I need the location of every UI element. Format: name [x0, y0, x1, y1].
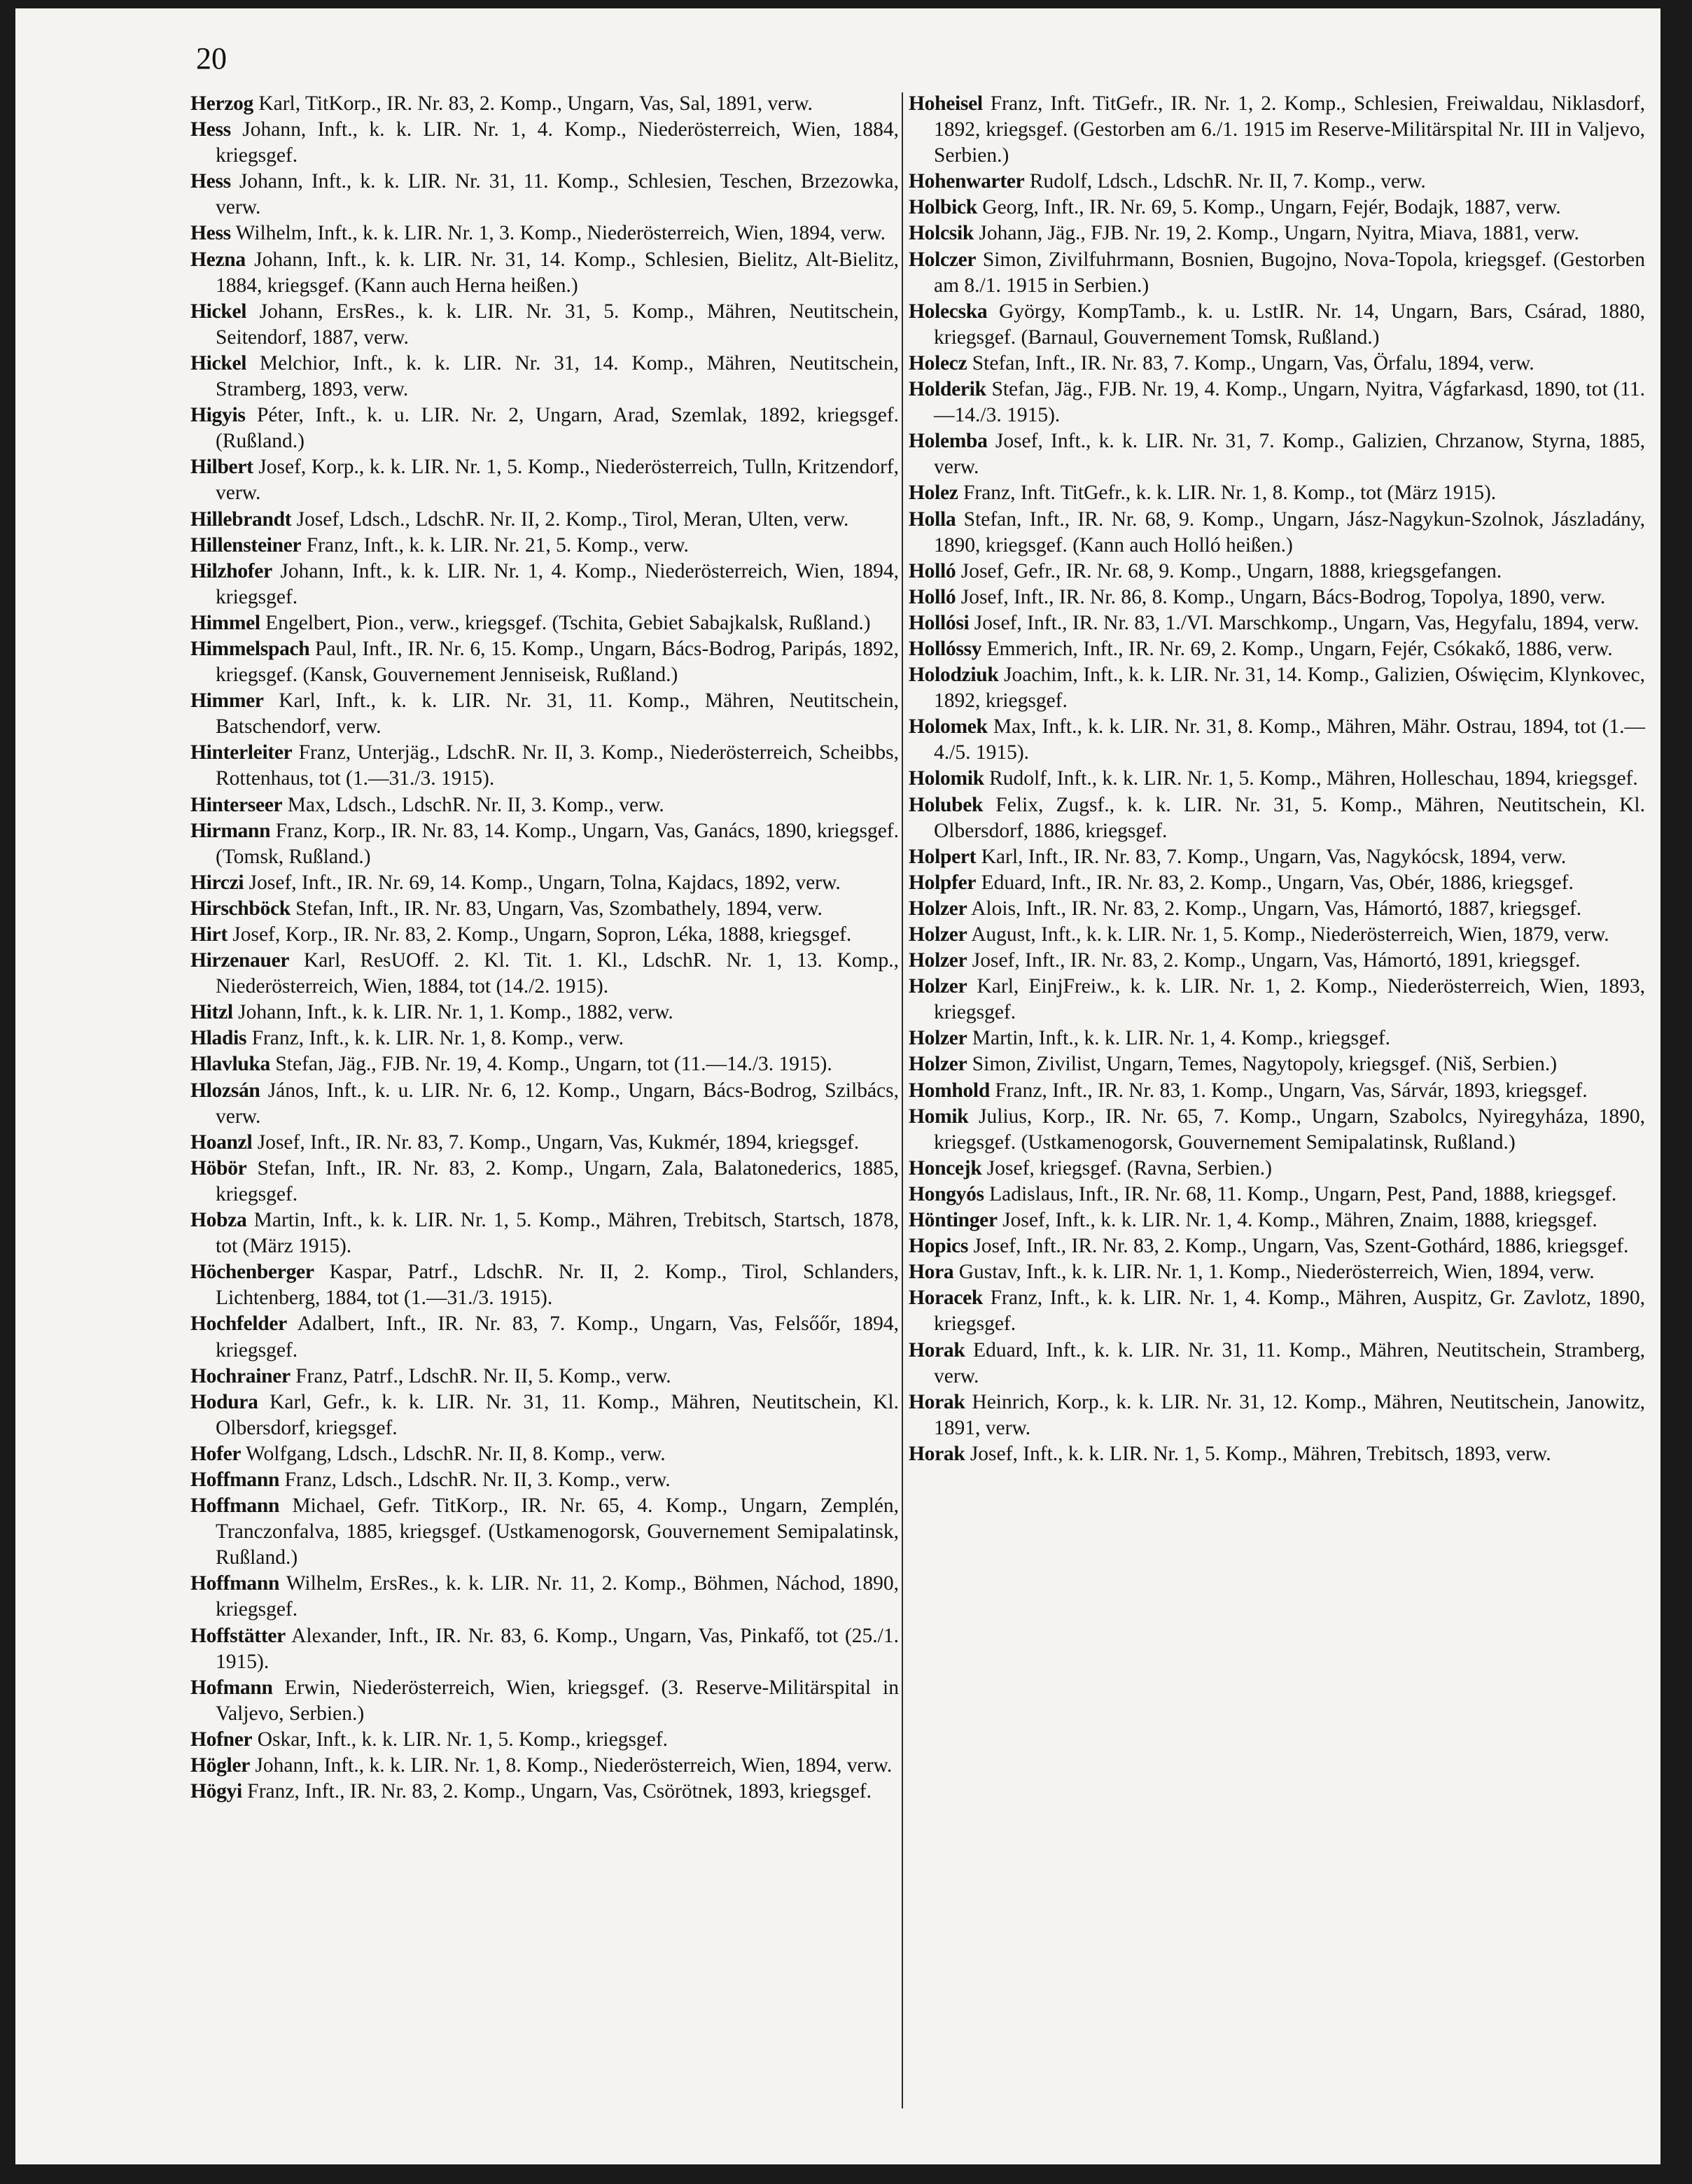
entry-details: Josef, Korp., IR. Nr. 83, 2. Komp., Ungarn, Sopron, Léka, 1888, kriegsgef.	[227, 923, 852, 946]
entry-surname: Holpfer	[909, 871, 977, 894]
entry-surname: Hilbert	[190, 456, 253, 479]
entry-details: Oskar, Inft., k. k. LIR. Nr. 1, 5. Komp., kriegsgef.	[252, 1728, 668, 1751]
entry-surname: Hess	[190, 170, 231, 193]
entry-surname: Hohenwarter	[909, 170, 1025, 193]
list-entry	[909, 480, 1645, 506]
entry-surname: Hoffmann	[190, 1572, 280, 1595]
entry-surname: Horak	[909, 1338, 965, 1362]
entry-surname: Horak	[909, 1390, 965, 1413]
entry-surname: Hobza	[190, 1209, 247, 1232]
entry-details: Stefan, Jäg., FJB. Nr. 19, 4. Komp., Ungarn, tot (11.—14./3. 1915).	[270, 1053, 832, 1076]
entry-surname: Hollósi	[909, 611, 970, 634]
entry-surname: Hirt	[190, 923, 228, 946]
list-entry	[190, 559, 899, 610]
entry-surname: Holemba	[909, 430, 988, 453]
entry-surname: Holzer	[909, 1053, 967, 1076]
entry-details: Franz, Ldsch., LdschR. Nr. II, 3. Komp., verw.	[279, 1468, 671, 1491]
entry-details: Josef, Inft., k. k. LIR. Nr. 31, 7. Komp., Galizien, Chrzanow, Styrna, 1885, verw.	[934, 430, 1645, 479]
list-entry	[190, 507, 899, 533]
list-entry	[909, 1051, 1645, 1077]
list-entry	[190, 688, 899, 740]
list-entry	[909, 584, 1645, 610]
entry-details: Johann, Inft., k. k. LIR. Nr. 1, 1. Komp., 1882, verw.	[232, 1001, 673, 1024]
entry-surname: Herzog	[190, 92, 253, 115]
entry-surname: Holez	[909, 482, 958, 505]
list-entry	[909, 377, 1645, 428]
entry-details: Franz, Inft., k. k. LIR. Nr. 21, 5. Komp., verw.	[301, 533, 689, 556]
entry-details: Josef, Inft., k. k. LIR. Nr. 1, 5. Komp., Mähren, Trebitsch, 1893, verw.	[965, 1442, 1551, 1465]
list-entry	[190, 922, 899, 948]
list-entry	[909, 299, 1645, 351]
list-entry	[190, 247, 899, 299]
entry-surname: Holló	[909, 559, 956, 582]
entry-details: Josef, kriegsgef. (Ravna, Serbien.)	[981, 1156, 1272, 1180]
page-number: 20	[196, 41, 227, 76]
entry-surname: Holecz	[909, 351, 967, 374]
entry-surname: Higyis	[190, 404, 246, 427]
entry-details: Johann, Inft., k. k. LIR. Nr. 1, 4. Komp., Niederösterreich, Wien, 1884, kriegsgef.	[216, 118, 899, 167]
entry-surname: Holzer	[909, 949, 967, 972]
entry-details: Engelbert, Pion., verw., kriegsgef. (Tschita, Gebiet Sabajkalsk, Rußland.)	[260, 611, 871, 634]
entry-surname: Himmelspach	[190, 637, 310, 660]
entry-surname: Hess	[190, 118, 231, 141]
entry-surname: Hilzhofer	[190, 559, 272, 582]
entry-surname: Hezna	[190, 248, 246, 271]
entry-surname: Holecska	[909, 300, 988, 323]
list-entry	[190, 1675, 899, 1727]
entry-details: Eduard, Inft., IR. Nr. 83, 2. Komp., Ungarn, Vas, Obér, 1886, kriegsgef.	[976, 871, 1574, 894]
list-entry	[909, 1259, 1645, 1285]
entry-surname: Holzer	[909, 975, 967, 998]
list-entry	[190, 1571, 899, 1623]
entry-details: Stefan, Inft., IR. Nr. 83, 2. Komp., Ungarn, Zala, Balatonederics, 1885, kriegsgef.	[216, 1156, 899, 1205]
list-entry	[909, 870, 1645, 896]
entry-surname: Himmer	[190, 690, 264, 713]
list-entry	[190, 948, 899, 1000]
entry-details: Erwin, Niederösterreich, Wien, kriegsgef. (3. Reserve-Militärspital in Valjevo, Serbien.)	[216, 1676, 899, 1725]
entry-surname: Hongyós	[909, 1182, 984, 1205]
entry-details: Franz, Inft., k. k. LIR. Nr. 1, 4. Komp., Mähren, Auspitz, Gr. Zavlotz, 1890, kriegsgef.	[934, 1287, 1645, 1336]
entry-details: Heinrich, Korp., k. k. LIR. Nr. 31, 12. Komp., Mähren, Neutitschein, Janowitz, 1891, verw.	[934, 1390, 1645, 1439]
entry-details: Josef, Korp., k. k. LIR. Nr. 1, 5. Komp., Niederösterreich, Tulln, Kritzendorf, verw.	[216, 456, 899, 505]
list-entry	[909, 1078, 1645, 1104]
entry-details: János, Inft., k. u. LIR. Nr. 6, 12. Komp., Ungarn, Bács-Bodrog, Szilbács, verw.	[216, 1079, 899, 1128]
entry-surname: Hirzenauer	[190, 949, 290, 972]
list-entry	[190, 740, 899, 792]
entry-surname: Horak	[909, 1442, 965, 1465]
entry-details: Simon, Zivilist, Ungarn, Temes, Nagytopoly, kriegsgef. (Niš, Serbien.)	[967, 1053, 1558, 1076]
entry-details: Johann, Inft., k. k. LIR. Nr. 31, 11. Komp., Schlesien, Teschen, Brzezowka, verw.	[216, 170, 899, 219]
entry-surname: Höchenberger	[190, 1261, 314, 1284]
list-entry	[909, 247, 1645, 299]
entry-details: Eduard, Inft., k. k. LIR. Nr. 31, 11. Komp., Mähren, Neutitschein, Stramberg, verw.	[934, 1338, 1645, 1387]
entry-details: Franz, Inft., IR. Nr. 83, 1. Komp., Ungarn, Vas, Sárvár, 1893, kriegsgef.	[989, 1079, 1588, 1102]
entry-details: Alois, Inft., IR. Nr. 83, 2. Komp., Ungarn, Vas, Hámortó, 1887, kriegsgef.	[967, 897, 1582, 920]
entry-details: Wilhelm, ErsRes., k. k. LIR. Nr. 11, 2. Komp., Böhmen, Náchod, 1890, kriegsgef.	[216, 1572, 899, 1621]
entry-surname: Hess	[190, 222, 231, 245]
list-entry	[190, 636, 899, 688]
entry-details: Stefan, Jäg., FJB. Nr. 19, 4. Komp., Ungarn, Nyitra, Vágfarkasd, 1890, tot (11.—14./3. 1915).	[934, 378, 1645, 427]
list-entry	[909, 559, 1645, 584]
list-entry	[909, 610, 1645, 636]
entry-details: Emmerich, Inft., IR. Nr. 69, 2. Komp., Ungarn, Fejér, Csókakő, 1886, verw.	[981, 637, 1613, 660]
entry-surname: Höntinger	[909, 1209, 998, 1232]
list-entry	[190, 1311, 899, 1363]
entry-details: Karl, Inft., IR. Nr. 83, 7. Komp., Ungarn, Vas, Nagykócsk, 1894, verw.	[976, 845, 1567, 868]
entry-details: Franz, Inft., IR. Nr. 83, 2. Komp., Ungarn, Vas, Csörötnek, 1893, kriegsgef.	[242, 1780, 872, 1803]
entry-details: Alexander, Inft., IR. Nr. 83, 6. Komp., Ungarn, Vas, Pinkafő, tot (25./1. 1915).	[216, 1624, 899, 1673]
left-column	[190, 91, 899, 1805]
list-entry	[190, 1130, 899, 1156]
entry-surname: Högyi	[190, 1780, 242, 1803]
entry-details: Wilhelm, Inft., k. k. LIR. Nr. 1, 3. Komp., Niederösterreich, Wien, 1894, verw.	[230, 222, 886, 245]
entry-surname: Hora	[909, 1261, 954, 1284]
entry-surname: Hochfelder	[190, 1312, 287, 1336]
entry-details: Gustav, Inft., k. k. LIR. Nr. 1, 1. Komp., Niederösterreich, Wien, 1894, verw.	[953, 1261, 1595, 1284]
entry-surname: Hirschböck	[190, 897, 291, 920]
entry-details: Joachim, Inft., k. k. LIR. Nr. 31, 14. Komp., Galizien, Oświęcim, Klynkovec, 1892, kriegsgef.	[934, 664, 1645, 713]
entry-details: Josef, Inft., IR. Nr. 69, 14. Komp., Ungarn, Tolna, Kajdacs, 1892, verw.	[244, 871, 841, 894]
entry-details: Franz, Inft., k. k. LIR. Nr. 1, 8. Komp., verw.	[246, 1027, 624, 1050]
entry-details: Franz, Unterjäg., LdschR. Nr. II, 3. Komp., Niederösterreich, Scheibbs, Rottenhaus, tot (1.—31./3. 1915).	[216, 741, 899, 790]
entry-details: Martin, Inft., k. k. LIR. Nr. 1, 5. Komp., Mähren, Trebitsch, Startsch, 1878, tot (März 1915).	[216, 1209, 899, 1258]
list-entry	[909, 428, 1645, 480]
entry-surname: Honcejk	[909, 1156, 982, 1180]
entry-surname: Holczer	[909, 248, 977, 271]
entry-details: Karl, Gefr., k. k. LIR. Nr. 31, 11. Komp., Mähren, Neutitschein, Kl. Olbersdorf, kriegsgef.	[216, 1390, 899, 1439]
entry-surname: Hillensteiner	[190, 533, 302, 556]
entry-details: Josef, Inft., IR. Nr. 86, 8. Komp., Ungarn, Bács-Bodrog, Topolya, 1890, verw.	[956, 585, 1606, 608]
entry-details: Josef, Inft., IR. Nr. 83, 7. Komp., Ungarn, Vas, Kukmér, 1894, kriegsgef.	[252, 1130, 860, 1154]
list-entry	[190, 1156, 899, 1208]
list-entry	[190, 1727, 899, 1753]
list-entry	[190, 1441, 899, 1467]
entry-surname: Holodziuk	[909, 664, 999, 687]
entry-surname: Hladis	[190, 1027, 247, 1050]
entry-details: Max, Ldsch., LdschR. Nr. II, 3. Komp., verw.	[282, 793, 664, 816]
entry-surname: Horacek	[909, 1287, 984, 1310]
list-entry	[909, 1208, 1645, 1233]
list-entry	[909, 91, 1645, 169]
entry-details: Kaspar, Patrf., LdschR. Nr. II, 2. Komp., Tirol, Schlanders, Lichtenberg, 1884, tot (1.—31./3. 1915).	[216, 1261, 899, 1310]
entry-surname: Höbör	[190, 1156, 247, 1180]
list-entry	[909, 1182, 1645, 1208]
entry-surname: Hofer	[190, 1442, 242, 1465]
list-entry	[909, 714, 1645, 766]
entry-details: Johann, ErsRes., k. k. LIR. Nr. 31, 5. Komp., Mähren, Neutitschein, Seitendorf, 1887, verw.	[216, 300, 899, 349]
entry-surname: Holubek	[909, 793, 984, 816]
entry-details: Karl, EinjFreiw., k. k. LIR. Nr. 1, 2. Komp., Niederösterreich, Wien, 1893, kriegsgef.	[934, 975, 1645, 1024]
entry-surname: Hickel	[190, 300, 247, 323]
entry-surname: Högler	[190, 1754, 251, 1777]
entry-details: Martin, Inft., k. k. LIR. Nr. 1, 4. Komp., kriegsgef.	[967, 1027, 1391, 1050]
entry-details: Péter, Inft., k. u. LIR. Nr. 2, Ungarn, Arad, Szemlak, 1892, kriegsgef. (Rußland.)	[216, 404, 899, 453]
list-entry	[190, 1467, 899, 1493]
list-entry	[190, 1779, 899, 1805]
entry-details: Josef, Inft., IR. Nr. 83, 2. Komp., Ungarn, Vas, Hámortó, 1891, kriegsgef.	[967, 949, 1581, 972]
entry-details: Johann, Inft., k. k. LIR. Nr. 31, 14. Komp., Schlesien, Bielitz, Alt-Bielitz, 1884, kriegsgef. (Kann auch Herna heißen.)	[216, 248, 899, 297]
entry-details: Stefan, Inft., IR. Nr. 68, 9. Komp., Ungarn, Jász-Nagykun-Szolnok, Jászladány, 1890, kriegsgef. (Kann auch Holló heißen.)	[934, 507, 1645, 556]
list-entry	[909, 1156, 1645, 1182]
list-entry	[909, 1338, 1645, 1390]
entry-details: Josef, Inft., IR. Nr. 83, 2. Komp., Ungarn, Vas, Szent-Gothárd, 1886, kriegsgef.	[968, 1235, 1629, 1258]
entry-surname: Hochrainer	[190, 1364, 291, 1387]
list-entry	[190, 792, 899, 818]
list-entry	[190, 610, 899, 636]
entry-details: Stefan, Inft., IR. Nr. 83, Ungarn, Vas, Szombathely, 1894, verw.	[290, 897, 823, 920]
list-entry	[909, 351, 1645, 377]
list-entry	[909, 1104, 1645, 1156]
list-entry	[190, 1493, 899, 1571]
list-entry	[909, 220, 1645, 246]
list-entry	[190, 1623, 899, 1675]
entry-surname: Holderik	[909, 378, 986, 401]
entry-surname: Hopics	[909, 1235, 969, 1258]
list-entry	[190, 454, 899, 506]
list-entry	[909, 1026, 1645, 1051]
entry-details: György, KompTamb., k. u. LstIR. Nr. 14, Ungarn, Bars, Csárad, 1880, kriegsgef. (Barnaul, Gouvernement Tomsk, Rußland.)	[934, 300, 1645, 349]
entry-surname: Hoanzl	[190, 1130, 253, 1154]
list-entry	[909, 792, 1645, 844]
right-column	[909, 91, 1645, 1467]
entry-surname: Himmel	[190, 611, 260, 634]
list-entry	[909, 974, 1645, 1026]
entry-surname: Holbick	[909, 196, 977, 219]
entry-details: August, Inft., k. k. LIR. Nr. 1, 5. Komp., Niederösterreich, Wien, 1879, verw.	[967, 923, 1609, 946]
entry-details: Max, Inft., k. k. LIR. Nr. 31, 8. Komp., Mähren, Mähr. Ostrau, 1894, tot (1.—4./5. 1915).	[934, 715, 1645, 764]
entry-details: Julius, Korp., IR. Nr. 65, 7. Komp., Ungarn, Szabolcs, Nyiregyháza, 1890, kriegsgef. (Ustkamenogorsk, Gouvernement Semipalatinsk, Rußland.)	[934, 1105, 1645, 1154]
entry-surname: Hoffmann	[190, 1468, 280, 1491]
entry-surname: Holzer	[909, 897, 967, 920]
entry-details: Karl, Inft., k. k. LIR. Nr. 31, 11. Komp., Mähren, Neutitschein, Batschendorf, verw.	[216, 690, 899, 738]
list-entry	[909, 844, 1645, 870]
list-entry	[190, 169, 899, 220]
list-entry	[909, 896, 1645, 922]
entry-surname: Hofner	[190, 1728, 253, 1751]
list-entry	[909, 1285, 1645, 1337]
entry-details: Georg, Inft., IR. Nr. 69, 5. Komp., Ungarn, Fejér, Bodajk, 1887, verw.	[977, 196, 1561, 219]
entry-details: Rudolf, Ldsch., LdschR. Nr. II, 7. Komp., verw.	[1024, 170, 1426, 193]
list-entry	[190, 1051, 899, 1077]
entry-surname: Holpert	[909, 845, 977, 868]
entry-details: Franz, Inft. TitGefr., k. k. LIR. Nr. 1, 8. Komp., tot (März 1915).	[958, 482, 1497, 505]
list-entry	[190, 1026, 899, 1051]
list-entry	[190, 1390, 899, 1441]
list-entry	[190, 1364, 899, 1390]
list-entry	[909, 1441, 1645, 1467]
entry-surname: Hlavluka	[190, 1053, 271, 1076]
entry-surname: Holla	[909, 507, 956, 531]
list-entry	[190, 1259, 899, 1311]
list-entry	[190, 220, 899, 246]
list-entry	[190, 1078, 899, 1130]
list-entry	[909, 636, 1645, 662]
list-entry	[909, 1233, 1645, 1259]
list-entry	[909, 766, 1645, 792]
entry-details: Johann, Inft., k. k. LIR. Nr. 1, 8. Komp., Niederösterreich, Wien, 1894, verw.	[250, 1754, 893, 1777]
entry-surname: Hoffstätter	[190, 1624, 286, 1647]
list-entry	[190, 1208, 899, 1259]
list-entry	[909, 1390, 1645, 1441]
entry-surname: Hirmann	[190, 819, 271, 842]
list-entry	[190, 870, 899, 896]
entry-details: Adalbert, Inft., IR. Nr. 83, 7. Komp., Ungarn, Vas, Felsőőr, 1894, kriegsgef.	[216, 1312, 899, 1362]
entry-details: Johann, Jäg., FJB. Nr. 19, 2. Komp., Ungarn, Nyitra, Miava, 1881, verw.	[973, 222, 1579, 245]
list-entry	[909, 922, 1645, 948]
entry-surname: Holzer	[909, 923, 967, 946]
entry-surname: Hitzl	[190, 1001, 233, 1024]
entry-surname: Homhold	[909, 1079, 990, 1102]
entry-surname: Holzer	[909, 1027, 967, 1050]
entry-details: Rudolf, Inft., k. k. LIR. Nr. 1, 5. Komp., Mähren, Holleschau, 1894, kriegsgef.	[984, 767, 1638, 790]
entry-details: Franz, Inft. TitGefr., IR. Nr. 1, 2. Komp., Schlesien, Freiwaldau, Niklasdorf, 1892, kriegsgef. (Gestorben am 6./1. 1915 im Reserve-Militärspital Nr. III in Valjevo, Serbien.)	[934, 92, 1645, 167]
entry-surname: Hinterleiter	[190, 741, 293, 764]
entry-details: Felix, Zugsf., k. k. LIR. Nr. 31, 5. Komp., Mähren, Neutitschein, Kl. Olbersdorf, 1886, kriegsgef.	[934, 793, 1645, 842]
page	[15, 8, 1660, 2164]
entry-surname: Hofmann	[190, 1676, 273, 1699]
entry-surname: Hirczi	[190, 871, 244, 894]
list-entry	[909, 507, 1645, 559]
entry-details: Wolfgang, Ldsch., LdschR. Nr. II, 8. Komp., verw.	[241, 1442, 666, 1465]
entry-details: Josef, Gefr., IR. Nr. 68, 9. Komp., Ungarn, 1888, kriegsgefangen.	[956, 559, 1502, 582]
list-entry	[909, 169, 1645, 195]
entry-surname: Holomik	[909, 767, 984, 790]
entry-details: Karl, TitKorp., IR. Nr. 83, 2. Komp., Ungarn, Vas, Sal, 1891, verw.	[253, 92, 813, 115]
entry-details: Franz, Korp., IR. Nr. 83, 14. Komp., Ungarn, Vas, Ganács, 1890, kriegsgef. (Tomsk, Rußland.)	[216, 819, 899, 868]
entry-details: Franz, Patrf., LdschR. Nr. II, 5. Komp., verw.	[290, 1364, 671, 1387]
entry-surname: Homik	[909, 1105, 969, 1128]
entry-details: Stefan, Inft., IR. Nr. 83, 7. Komp., Ungarn, Vas, Örfalu, 1894, verw.	[967, 351, 1534, 374]
entry-details: Paul, Inft., IR. Nr. 6, 15. Komp., Ungarn, Bács-Bodrog, Paripás, 1892, kriegsgef. (Kansk, Gouvernement Jenniseisk, Rußland.)	[216, 637, 899, 687]
entry-surname: Holomek	[909, 715, 988, 738]
list-entry	[909, 948, 1645, 974]
entry-surname: Hinterseer	[190, 793, 283, 816]
list-entry	[190, 533, 899, 559]
entry-surname: Holcsik	[909, 222, 974, 245]
list-entry	[190, 1753, 899, 1779]
entry-details: Josef, Inft., k. k. LIR. Nr. 1, 4. Komp., Mähren, Znaim, 1888, kriegsgef.	[997, 1209, 1597, 1232]
list-entry	[190, 896, 899, 922]
list-entry	[190, 1000, 899, 1026]
entry-surname: Hoffmann	[190, 1494, 280, 1518]
entry-surname: Hollóssy	[909, 637, 982, 660]
entry-surname: Hodura	[190, 1390, 258, 1413]
entry-surname: Hickel	[190, 351, 247, 374]
entry-surname: Holló	[909, 585, 956, 608]
entry-details: Josef, Ldsch., LdschR. Nr. II, 2. Komp., Tirol, Meran, Ulten, verw.	[291, 507, 849, 531]
list-entry	[190, 818, 899, 870]
entry-details: Michael, Gefr. TitKorp., IR. Nr. 65, 4. Komp., Ungarn, Zemplén, Tranczonfalva, 1885, kriegsgef. (Ustkamenogorsk, Gouvernement Semipalatinsk, Rußland.)	[216, 1494, 899, 1569]
list-entry	[909, 195, 1645, 220]
entry-details: Simon, Zivilfuhrmann, Bosnien, Bugojno, Nova-Topola, kriegsgef. (Gestorben am 8./1. 1915 in Serbien.)	[934, 248, 1645, 297]
list-entry	[909, 662, 1645, 714]
entry-details: Johann, Inft., k. k. LIR. Nr. 1, 4. Komp., Niederösterreich, Wien, 1894, kriegsgef.	[216, 559, 899, 608]
entry-details: Melchior, Inft., k. k. LIR. Nr. 31, 14. Komp., Mähren, Neutitschein, Stramberg, 1893, verw.	[216, 351, 899, 401]
entry-details: Ladislaus, Inft., IR. Nr. 68, 11. Komp., Ungarn, Pest, Pand, 1888, kriegsgef.	[984, 1182, 1617, 1205]
entry-surname: Hillebrandt	[190, 507, 292, 531]
list-entry	[190, 91, 899, 117]
list-entry	[190, 117, 899, 169]
entry-details: Josef, Inft., IR. Nr. 83, 1./VI. Marschkomp., Ungarn, Vas, Hegyfalu, 1894, verw.	[969, 611, 1639, 634]
list-entry	[190, 299, 899, 351]
list-entry	[190, 402, 899, 454]
entry-details: Karl, ResUOff. 2. Kl. Tit. 1. Kl., LdschR. Nr. 1, 13. Komp., Niederösterreich, Wien, 1884, tot (14./2. 1915).	[216, 949, 899, 998]
list-entry	[190, 351, 899, 402]
entry-surname: Hoheisel	[909, 92, 983, 115]
entry-surname: Hlozsán	[190, 1079, 260, 1102]
column-divider	[902, 92, 903, 2108]
